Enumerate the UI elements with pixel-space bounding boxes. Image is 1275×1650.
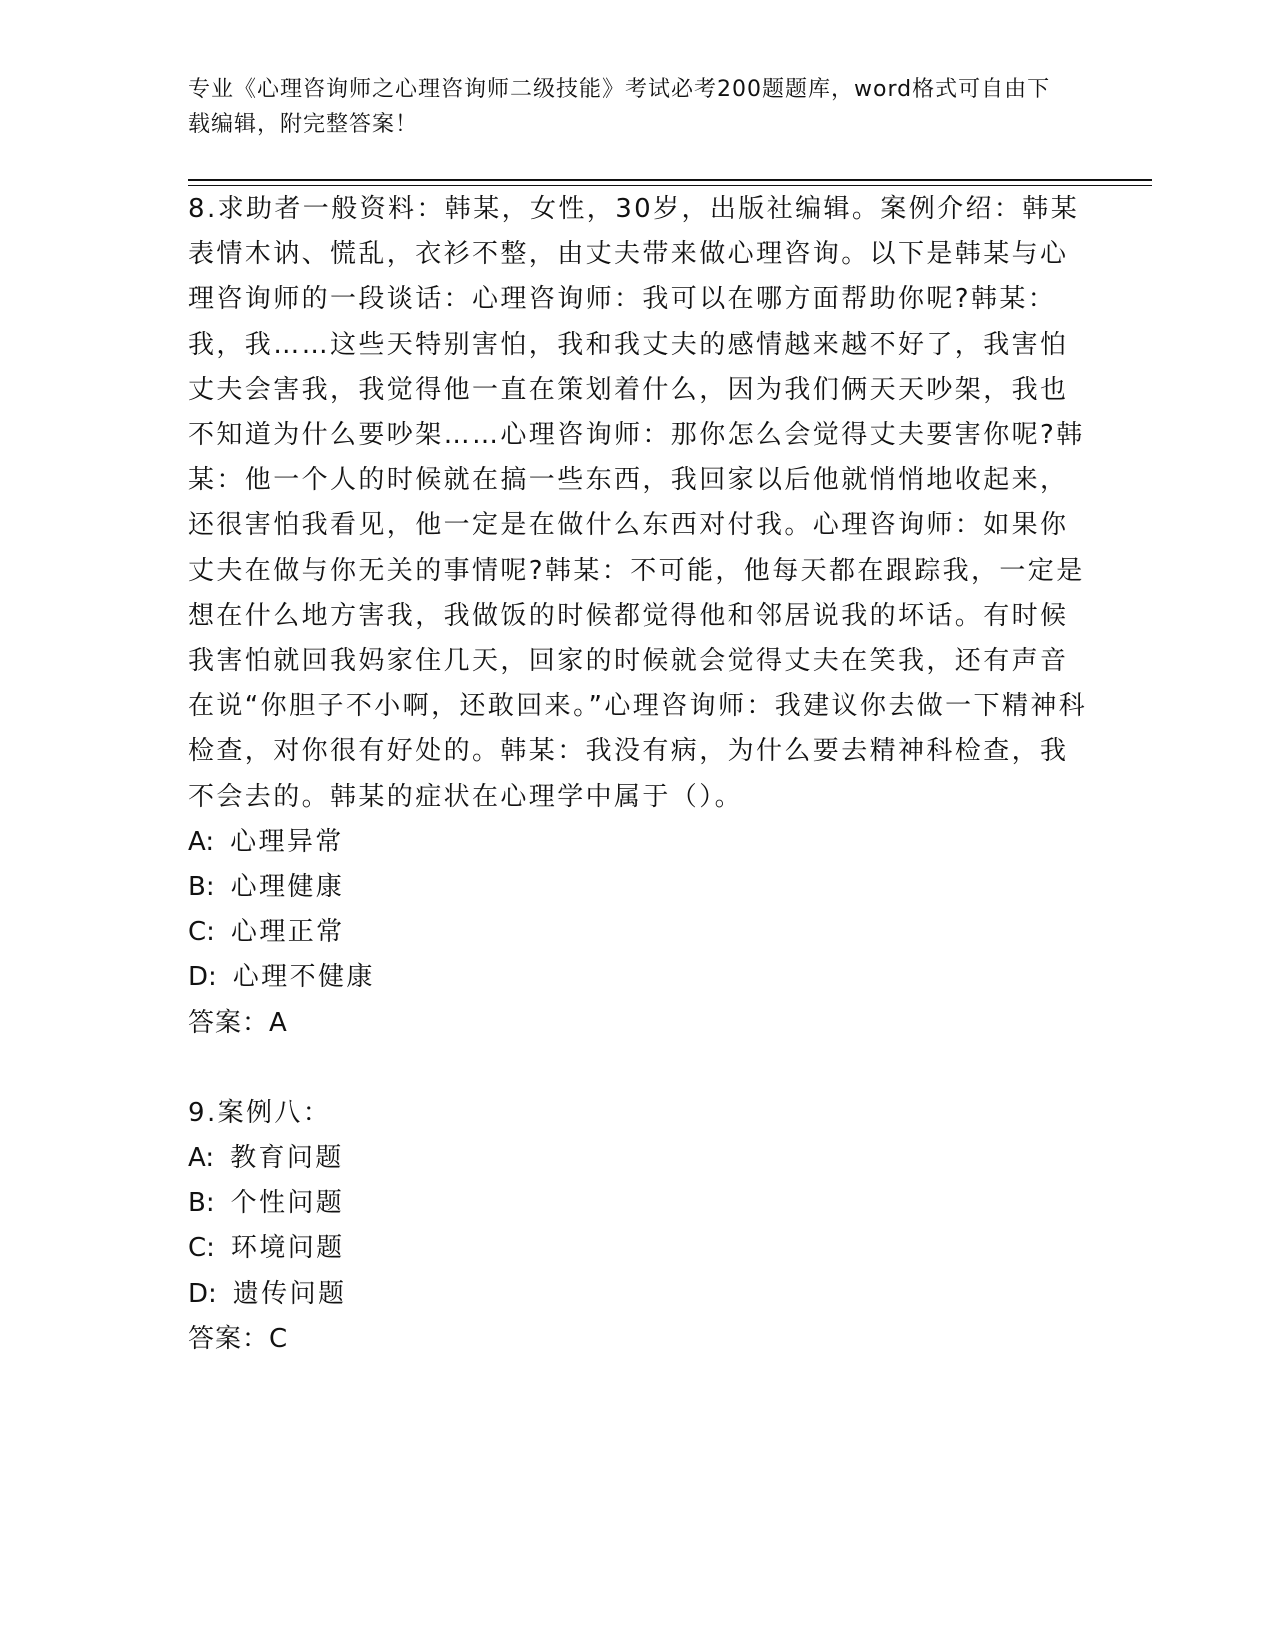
option-text: 心理正常 <box>230 917 345 948</box>
option-text: 心理健康 <box>230 872 345 903</box>
option-text: 遗传问题 <box>232 1278 347 1309</box>
option-b <box>188 865 1088 910</box>
option-d <box>188 955 1088 1000</box>
header-rule-thin <box>188 185 1152 186</box>
option-letter: D: <box>188 962 217 993</box>
option-text: 个性问题 <box>230 1188 345 1219</box>
option-d <box>188 1272 1088 1317</box>
question-stem: 8.求助者一般资料：韩某，女性，30岁，出版社编辑。案例介绍：韩某表情木讷、慌乱，衣衫不整，由丈夫带来做心理咨询。以下是韩某与心理咨询师的一段谈话：心理咨询师：我可以在哪方面帮助你呢?韩某：我，我……这些天特别害怕，我和我丈夫的感情越来越不好了，我害怕丈夫会害我，我觉得他一直在策划着什么，因为我们俩天天吵架，我也不知道为什么要吵架……心理咨询师：那你怎么会觉得丈夫要害你呢?韩某：他一个人的时候就在搞一些东西，我回家以后他就悄悄地收起来，还很害怕我看见，他一定是在做什么东西对付我。心理咨询师：如果你丈夫在做与你无关的事情呢?韩某：不可能，他每天都在跟踪我，一定是想在什么地方害我，我做饭的时候都觉得他和邻居说我的坏话。有时候我害怕就回我妈家住几天，回家的时候就会觉得丈夫在笑我，还有声音在说“你胆子不小啊，还敢回来。”心理咨询师：我建议你去做一下精神科检查，对你很有好处的。韩某：我没有病，为什么要去精神科检查，我不会去的。韩某的症状在心理学中属于（）。 <box>188 194 1088 812</box>
question-list <box>188 187 1088 1362</box>
option-letter: A: <box>188 1143 215 1174</box>
option-c <box>188 910 1088 955</box>
document-header: 专业《心理咨询师之心理咨询师二级技能》考试必考200题题库，word格式可自由下载编辑，附完整答案！ <box>188 77 1051 137</box>
question-8 <box>188 187 1088 1046</box>
option-letter: D: <box>188 1278 217 1309</box>
option-text: 心理不健康 <box>232 962 375 993</box>
option-letter: C: <box>188 1233 215 1264</box>
answer-line: 答案：A <box>188 1007 288 1038</box>
option-letter: A: <box>188 826 215 857</box>
option-letter: B: <box>188 1188 215 1219</box>
option-text: 教育问题 <box>230 1143 344 1174</box>
option-text: 环境问题 <box>230 1233 345 1264</box>
option-a <box>188 1136 1088 1181</box>
answer-line: 答案：C <box>188 1323 289 1354</box>
option-letter: B: <box>188 872 215 903</box>
header-rule-thick <box>188 179 1152 181</box>
option-a <box>188 820 1088 865</box>
question-9 <box>188 1091 1088 1362</box>
option-b <box>188 1181 1088 1226</box>
question-stem: 9.案例八： <box>188 1097 332 1128</box>
option-letter: C: <box>188 917 215 948</box>
question-spacer <box>188 1046 1088 1091</box>
option-c <box>188 1226 1088 1271</box>
option-text: 心理异常 <box>230 826 344 857</box>
